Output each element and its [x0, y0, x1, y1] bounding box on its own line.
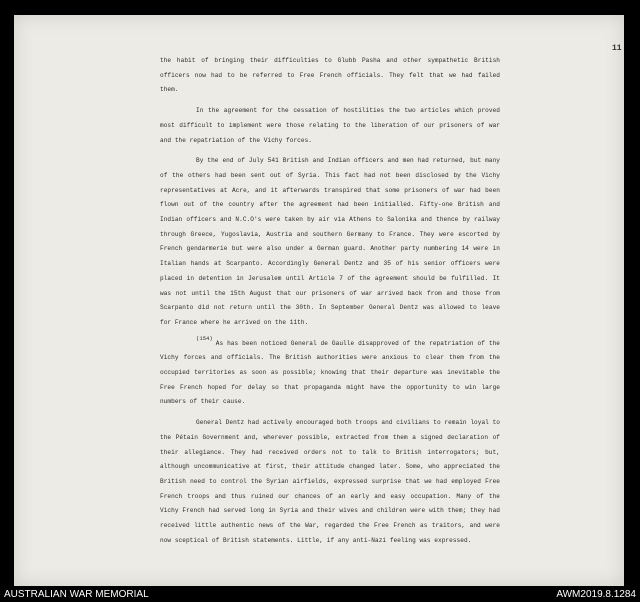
paragraph-4 — [160, 334, 500, 411]
document-body — [160, 54, 500, 549]
paragraph-1: the habit of bringing their difficulties to Glubb Pasha and other sympathetic British officers now had to be referred to Free French officials. They felt that we had failed them. — [160, 57, 500, 94]
paragraph-5: General Dentz had actively encouraged both troops and civilians to remain loyal to the Pétain Government and, wherever possible, extracted from them a signed declaration of their allegiance. They had received orders not to talk to British interrogators; but, although uncommunicative at first, their attitude changed later. Some, who appreciated the British need to control the Syrian airfields, expressed surprise that we had employed Free French troops and thus ruined our chances of an early and easy occupation. Many of the Vichy French had served long in Syria and their wives and children were with them; they had received little authentic news of the War, regarded the Free French as traitors, and were now sceptical of British statements. Little, if any anti-Nazi feeling was expressed. — [160, 419, 500, 544]
footer-bar — [0, 587, 640, 602]
paragraph-3: By the end of July 541 British and Indian officers and men had returned, but many of the others had been sent out of Syria. This fact had not been disclosed by the Vichy representatives at Acre, and it afterwards transpired that some prisoners of war had been flown out of the country after the agreement had been initialled. Fifty-one British and Indian officers and N.C.O's were taken by air via Athens to Salonika and thence by railway through Greece, Yugoslavia, Austria and southern Germany to France. They were escorted by French gendarmerie but were also under a German guard. Another party numbering 14 were in Italian hands at Scarpanto. Accordingly General Dentz and 35 of his senior officers were placed in detention in Jerusalem until Article 7 of the agreement should be fulfilled. It was not until the 15th August that our prisoners of war arrived back from and those from Scarpanto did not return until the 30th. In September General Dentz was allowed to leave for France where he arrived on the 11th. — [160, 157, 500, 326]
footer-archive-name: AUSTRALIAN WAR MEMORIAL — [4, 589, 149, 600]
page-number: 11 — [612, 44, 622, 53]
footer-catalogue-id: AWM2019.8.1284 — [556, 589, 636, 600]
footnote-marker: (154) — [196, 334, 213, 342]
paragraph-4-text: As has been noticed General de Gaulle disapproved of the repatriation of the Vichy forces and officials. The British authorities were anxious to clear them from the occupied territories as soon as possible; knowing that their departure was inevitable the Free French hoped for delay so that propaganda might have the opportunity to win large numbers of their cause. — [160, 339, 500, 406]
paragraph-2: In the agreement for the cessation of hostilities the two articles which proved most difficult to implement were those relating to the liberation of our prisoners of war and the repatriation of the Vichy forces. — [160, 107, 500, 144]
